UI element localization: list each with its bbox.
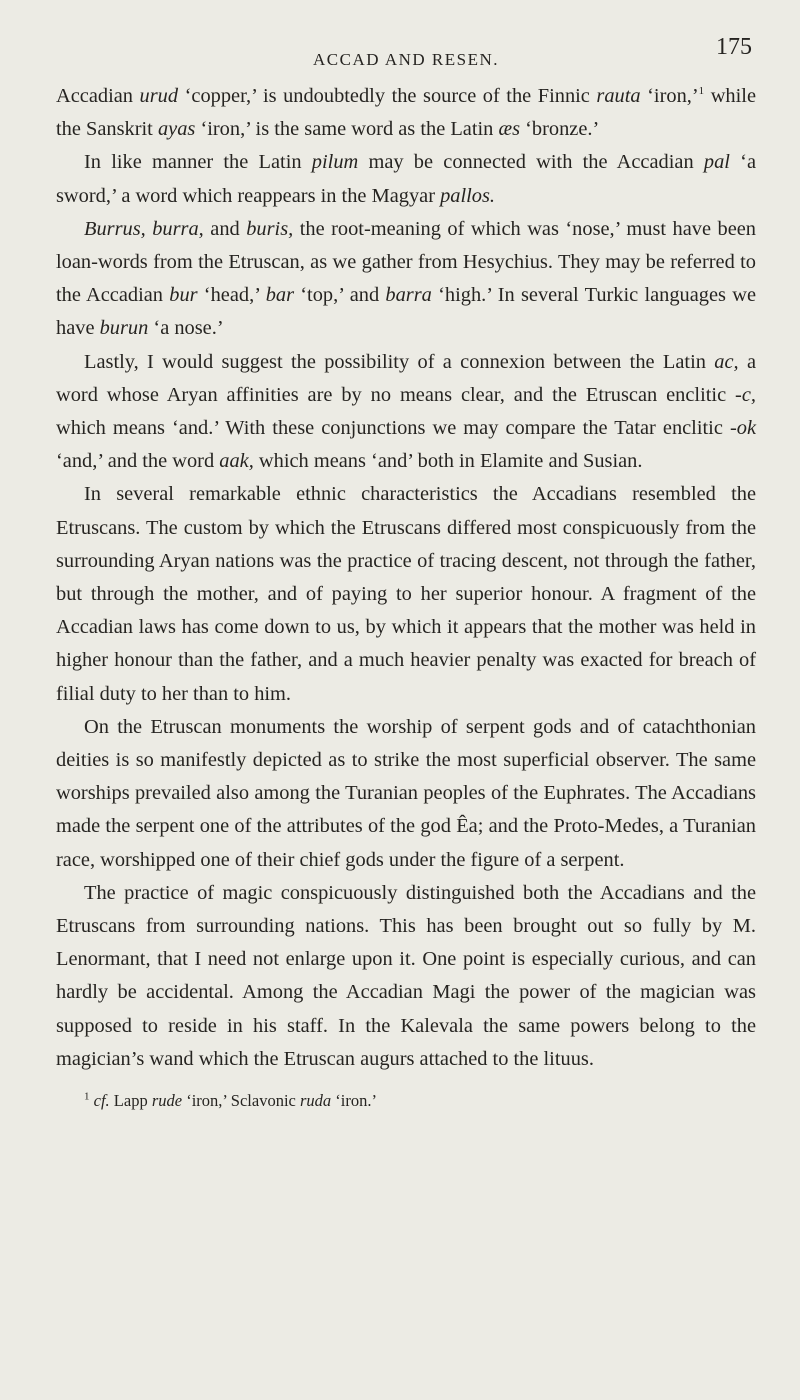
text-run: Accadian [56,85,140,107]
italic-term: pallos. [440,184,496,207]
paragraph [56,146,756,212]
italic-term: cf. [93,1091,110,1111]
text-run: ‘copper,’ is undoubtedly the source of the Finnic [178,85,597,107]
running-title: ACCAD AND RESEN. [313,50,499,69]
text-run: ‘iron,’ [640,85,699,107]
italic-term: ayas [157,118,196,141]
text-run: ; and the Proto-Medes, a Turanian race, worshipped one of their chief gods under the figure of a serpent. [56,815,756,871]
text-run: ‘head,’ [197,284,266,307]
text-run: ‘bronze.’ [520,118,600,141]
italic-term: -c, [735,383,756,406]
text-run: ‘a nose.’ [148,317,224,340]
text-run: ‘and,’ and the word [56,450,220,473]
italic-term: aak, [219,450,254,473]
text-run: the root-meaning of which was ‘nose,’ must have been loan-words from the Etruscan, as we gather from Hesychius. They may be referred to the Accadian [56,217,757,307]
running-head [56,0,756,80]
paragraph [56,877,756,1076]
footnote [56,1090,756,1112]
italic-term: rude [151,1091,183,1111]
footnote-marker: 1 [698,85,705,98]
text-run: In several remarkable ethnic characteristics the Accadians resembled the Etruscans. The custom by which the Etruscans differed most conspicuously from the surrounding Aryan nations was the practice of tracing descent, not through the father, but through the mother, and of paying to her superior honour. A fragment of the Accadian laws has come down to us, by which it appears that the mother was held in higher honour than the father, and a much heavier penalty was exacted for breach of filial duty to her than to him. [56,483,756,705]
text-run: and [203,217,247,240]
italic-term: barra [385,284,432,307]
text-run: Lapp [109,1091,152,1111]
text-run: may be connected with the Accadian [358,151,704,174]
text-run: while the Sanskrit [56,85,756,141]
italic-term: rauta [596,85,641,107]
italic-term: urud [139,85,179,107]
paragraph [56,346,756,479]
italic-term: -ok [729,417,756,440]
italic-term: bur [169,284,198,307]
body-text [56,80,756,1076]
text-run: Êa [456,815,478,838]
italic-term: bar [265,284,295,307]
italic-term: æs [498,118,521,141]
text-run: In like manner the Latin [84,151,312,174]
italic-term: Burrus, burra, [84,217,204,240]
footnote-marker: 1 [84,1090,90,1103]
text-run: a word whose Aryan affinities are by no means clear, and the Etruscan enclitic [56,350,756,406]
paragraph [56,213,756,346]
paragraph [56,711,756,877]
text-run: ‘iron.’ [331,1091,377,1111]
text-run: which means ‘and’ both in Elamite and Susian. [253,450,643,473]
paragraph [56,80,756,146]
text-run: Lastly, I would suggest the possibility of a connexion between the Latin [84,350,715,373]
text-run: ‘a sword,’ a word which reappears in the Magyar [56,151,757,207]
text-run: On the Etruscan monuments the worship of serpent gods and of catachthonian deities is so manifestly depicted as to strike the most superficial observer. The same worships prevailed also among the Turanian peoples of the Euphrates. The Accadians made the serpent one of the attributes of the god [56,715,756,838]
italic-term: burun [99,317,149,340]
page-number: 175 [716,34,752,60]
italic-term: pilum [311,151,359,174]
text-run: which means ‘and.’ With these conjunctions we may compare the Tatar enclitic [56,417,730,440]
paragraph [56,478,756,710]
text-run: ‘top,’ and [294,284,386,307]
text-run: ‘iron,’ Sclavonic [182,1091,300,1111]
text-run: ‘iron,’ is the same word as the Latin [195,118,499,141]
italic-term: pal [703,151,730,174]
italic-term: ac, [714,350,739,373]
text-run: The practice of magic conspicuously distinguished both the Accadians and the Etruscans from surrounding nations. This has been brought out so fully by M. Lenormant, that I need not enlarge upon it. One point is especially curious, and can hardly be accidental. Among the Accadian Magi the power of the magician was supposed to reside in his staff. In the Kalevala the same powers belong to the magician’s wand which the Etruscan augurs attached to the lituus. [56,881,756,1070]
text-run: ‘high.’ In several Turkic languages we have [56,284,756,340]
italic-term: buris, [246,217,294,240]
italic-term: ruda [300,1091,332,1111]
